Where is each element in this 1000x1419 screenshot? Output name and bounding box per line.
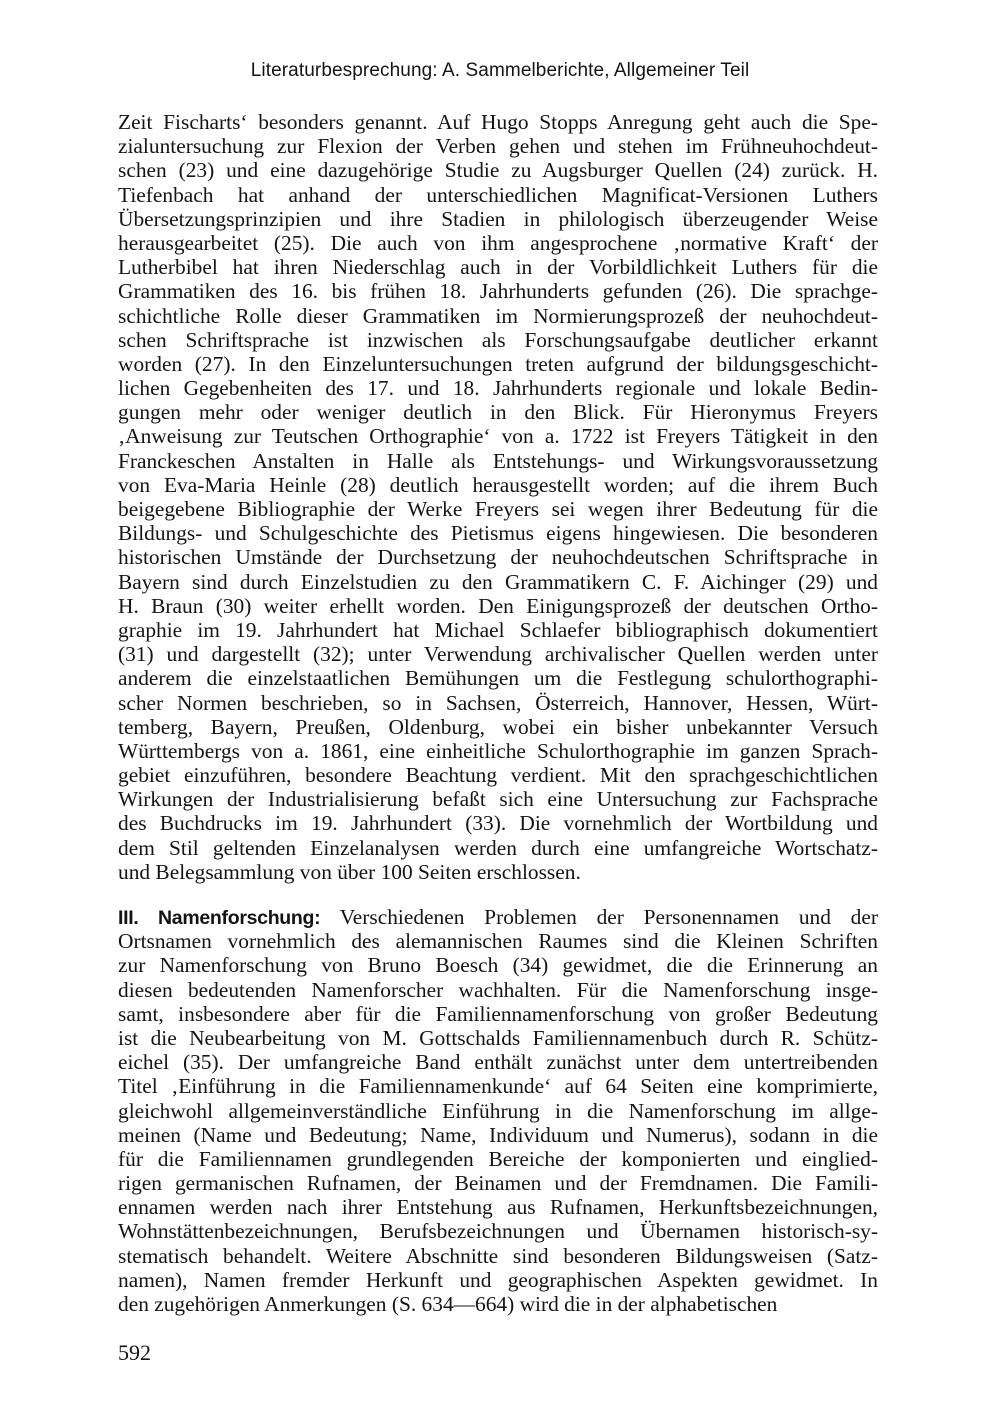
- line-text: schen (23) und eine dazugehörige Studie zu Augsburger Quellen (24) zurück. H.: [118, 158, 878, 183]
- text-line: [118, 1292, 878, 1316]
- text-line: [118, 449, 878, 473]
- text-line: [118, 836, 878, 860]
- text-line: [118, 618, 878, 642]
- line-text: gebiet einzuführen, besondere Beachtung verdient. Mit den sprachgeschichtlichen: [118, 763, 878, 788]
- text-line: [118, 594, 878, 618]
- line-text: Württembergs von a. 1861, eine einheitliche Schulorthographie im ganzen Sprach-: [118, 738, 878, 763]
- text-line: [118, 811, 878, 835]
- text-line: [118, 1050, 878, 1074]
- line-text: diesen bedeutenden Namenforscher wachhalten. Für die Namenforschung insge-: [118, 977, 878, 1002]
- line-text: namen), Namen fremder Herkunft und geographischen Aspekten gewidmet. In: [118, 1267, 878, 1292]
- line-text: ennamen werden nach ihrer Entstehung aus Rufnamen, Herkunftsbezeichnungen,: [118, 1195, 878, 1220]
- text-line: [118, 545, 878, 569]
- line-text: worden (27). In den Einzeluntersuchungen treten aufgrund der bildungsgeschicht-: [118, 351, 878, 376]
- line-text: temberg, Bayern, Preußen, Oldenburg, wobei ein bisher unbekannter Versuch: [118, 714, 878, 739]
- text-line: [118, 1171, 878, 1195]
- line-text: Übersetzungsprinzipien und ihre Stadien in philologisch überzeugender Weise: [118, 206, 878, 231]
- line-text: gleichwohl allgemeinverständliche Einführung in die Namenforschung im allge-: [118, 1098, 878, 1123]
- text-line: [118, 158, 878, 182]
- text-line: [118, 1268, 878, 1292]
- line-text: Tiefenbach hat anhand der unterschiedlichen Magnificat-Versionen Luthers: [118, 182, 878, 207]
- line-text: Bildungs- und Schulgeschichte des Pietismus eigens hingewiesen. Die besonderen: [118, 521, 878, 546]
- text-line: [118, 231, 878, 255]
- line-text: samt, insbesondere aber für die Familiennamenforschung von großer Bedeutung: [118, 1001, 878, 1026]
- text-line: [118, 328, 878, 352]
- line-text: dem Stil geltenden Einzelanalysen werden durch eine umfangreiche Wortschatz-: [118, 835, 878, 860]
- line-text: Verschiedenen Problemen der Personennamen und der: [320, 905, 878, 929]
- text-line: [118, 424, 878, 448]
- line-text: graphie im 19. Jahrhundert hat Michael Schlaefer bibliographisch dokumentiert: [118, 617, 878, 642]
- line-text: meinen (Name und Bedeutung; Name, Individuum und Numerus), sodann in die: [118, 1122, 878, 1147]
- line-text: für die Familiennamen grundlegenden Bereiche der komponierten und einglied-: [118, 1146, 878, 1171]
- line-text: Bayern sind durch Einzelstudien zu den Grammatikern C. F. Aichinger (29) und: [118, 569, 878, 594]
- text-line: [118, 304, 878, 328]
- line-text: ist die Neubearbeitung von M. Gottschalds Familiennamenbuch durch R. Schütz-: [118, 1025, 878, 1050]
- text-line: [118, 978, 878, 1002]
- line-text: zialuntersuchung zur Flexion der Verben gehen und stehen im Frühneuhochdeut-: [118, 134, 878, 159]
- text-line: [118, 860, 878, 884]
- line-text: beigegebene Bibliographie der Werke Freyers sei wegen ihrer Bedeutung für die: [118, 497, 878, 521]
- line-text: anderem die einzelstaatlichen Bemühungen um die Festlegung schulorthographi-: [118, 666, 878, 691]
- line-text: Zeit Fischarts‘ besonders genannt. Auf Hugo Stopps Anregung geht auch die Spe-: [118, 110, 878, 134]
- text-line: [118, 570, 878, 594]
- text-line: [118, 642, 878, 666]
- line-text: und Belegsammlung von über 100 Seiten erschlossen.: [118, 859, 581, 884]
- text-line: [118, 715, 878, 739]
- line-text: Titel ‚Einführung in die Familiennamenkunde‘ auf 64 Seiten eine komprimierte,: [118, 1074, 878, 1099]
- text-line: [118, 763, 878, 787]
- text-line: [118, 134, 878, 158]
- line-text: den zugehörigen Anmerkungen (S. 634—664) wird die in der alphabetischen: [118, 1292, 778, 1316]
- text-line: [118, 279, 878, 303]
- line-text: Franckeschen Anstalten in Halle als Entstehungs- und Wirkungsvoraussetzung: [118, 448, 878, 473]
- text-line: [118, 473, 878, 497]
- text-line: [118, 1147, 878, 1171]
- text-line: [118, 1244, 878, 1268]
- line-text: herausgearbeitet (25). Die auch von ihm angesprochene ‚normative Kraft‘ der: [118, 230, 878, 255]
- text-line: [118, 110, 878, 134]
- line-text: lichen Gegebenheiten des 17. und 18. Jahrhunderts regionale und lokale Bedin-: [118, 376, 878, 401]
- line-text: (31) und dargestellt (32); unter Verwendung archivalischer Quellen werden unter: [118, 642, 878, 667]
- text-line: [118, 1195, 878, 1219]
- line-text: schichtliche Rolle dieser Grammatiken im Normierungsprozeß der neuhochdeut-: [118, 303, 878, 328]
- line-text: gungen mehr oder weniger deutlich in den Blick. Für Hieronymus Freyers: [118, 400, 878, 425]
- text-line: [118, 1002, 878, 1026]
- line-text: eichel (35). Der umfangreiche Band enthält zunächst unter dem untertreibenden: [118, 1050, 878, 1075]
- text-line: [118, 1219, 878, 1243]
- text-line: [118, 521, 878, 545]
- text-line: [118, 497, 878, 521]
- paragraph-name-orthography: [118, 110, 878, 884]
- text-line: [118, 953, 878, 977]
- line-text: Lutherbibel hat ihren Niederschlag auch in der Vorbildlichkeit Luthers für die: [118, 255, 878, 280]
- text-line: [118, 1123, 878, 1147]
- line-text: Ortsnamen vornehmlich des alemannischen Raumes sind die Kleinen Schriften: [118, 929, 878, 954]
- running-head: Literaturbesprechung: A. Sammelberichte, Allgemeiner Teil: [250, 60, 750, 81]
- text-line: [118, 1074, 878, 1098]
- text-line: [118, 787, 878, 811]
- text-line: [118, 183, 878, 207]
- line-text: des Buchdrucks im 19. Jahrhundert (33). Die vornehmlich der Wortbildung und: [118, 811, 878, 836]
- line-text: H. Braun (30) weiter erhellt worden. Den Einigungsprozeß der deutschen Ortho-: [118, 593, 878, 618]
- text-line: [118, 400, 878, 424]
- text-line: [118, 352, 878, 376]
- line-text: Wirkungen der Industrialisierung befaßt sich eine Untersuchung zur Fachsprache: [118, 787, 878, 812]
- page-number: 592: [118, 1340, 151, 1365]
- line-text: scher Normen beschrieben, so in Sachsen, Österreich, Hannover, Hessen, Würt-: [118, 690, 878, 715]
- text-line: [118, 255, 878, 279]
- section-heading: III. Namenforschung:: [118, 907, 321, 929]
- line-text: ‚Anweisung zur Teutschen Orthographie‘ von a. 1722 ist Freyers Tätigkeit in den: [118, 424, 878, 449]
- paragraph-namenforschung: [118, 905, 878, 1316]
- text-line: [118, 207, 878, 231]
- line-text: Wohnstättenbezeichnungen, Berufsbezeichnungen und Übernamen historisch-sy-: [118, 1219, 878, 1244]
- text-line: [118, 929, 878, 953]
- line-text: zur Namenforschung von Bruno Boesch (34) gewidmet, die die Erinnerung an: [118, 953, 878, 978]
- text-line: [118, 1026, 878, 1050]
- line-text: stematisch behandelt. Weitere Abschnitte sind besonderen Bildungsweisen (Satz-: [118, 1243, 878, 1268]
- text-line: [118, 1099, 878, 1123]
- text-line: [118, 739, 878, 763]
- text-line: [118, 666, 878, 690]
- line-text: rigen germanischen Rufnamen, der Beinamen und der Fremdnamen. Die Famili-: [118, 1171, 878, 1196]
- line-text: historischen Umstände der Durchsetzung der neuhochdeutschen Schriftsprache in: [118, 545, 878, 570]
- text-line: [118, 691, 878, 715]
- line-text: Grammatiken des 16. bis frühen 18. Jahrhunderts gefunden (26). Die sprachge-: [118, 279, 878, 304]
- line-text: schen Schriftsprache ist inzwischen als Forschungsaufgabe deutlicher erkannt: [118, 327, 878, 352]
- text-line: [118, 376, 878, 400]
- line-text: von Eva-Maria Heinle (28) deutlich herausgestellt worden; auf die ihrem Buch: [118, 472, 878, 497]
- text-line: [118, 905, 878, 929]
